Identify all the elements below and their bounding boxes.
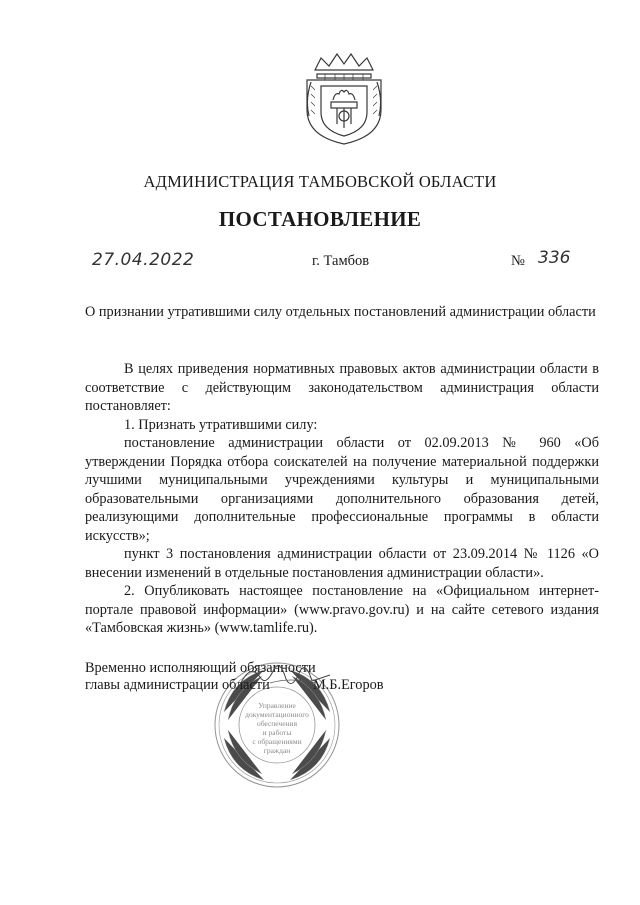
organization-name: АДМИНИСТРАЦИЯ ТАМБОВСКОЙ ОБЛАСТИ	[143, 172, 497, 191]
body-paragraph-intro: В целях приведения нормативных правовых актов администрации области в соответствие с действующим законодательством администрация области постановляет:	[85, 361, 599, 414]
city-label: г. Тамбов	[312, 253, 370, 269]
handwritten-signature	[220, 657, 360, 693]
stamp-inner-line-2: документационного	[245, 710, 309, 719]
document-type-title: ПОСТАНОВЛЕНИЕ	[218, 207, 422, 231]
stamp-inner-line-6: граждан	[263, 746, 291, 755]
body-paragraph-resolution-960: постановление администрации области от 02.09.2013 № 960 «Об утверждении Порядка отбора соискателей на получение материальной поддержки лучшими муниципальными учреждениями культуры и муниципальными образовательными организациями дополнительного образования детей, реализующими дополнительные профессиональные программы в области искусств»;	[85, 435, 599, 544]
signature-title-line-1: Временно исполняющий обязанности	[85, 660, 316, 676]
document-subject: О признании утратившими силу отдельных постановлений администрации области	[85, 304, 596, 320]
body-paragraph-item-2: 2. Опубликовать настоящее постановление на «Официальном интернет-портале правовой информации» (www.pravo.gov.ru) и на сайте сетевого издания «Тамбовская жизнь» (www.tamlife.ru).	[85, 583, 599, 636]
body-paragraph-item-1: 1. Признать утратившими силу:	[124, 416, 318, 433]
number-label: №	[511, 253, 525, 269]
body-paragraph-resolution-1126: пункт 3 постановления администрации области от 23.09.2014 № 1126 «О внесении изменений в отдельные постановления администрации области».	[85, 546, 599, 581]
stamp-inner-line-5: с обращениями	[252, 737, 302, 746]
document-body	[85, 360, 599, 638]
handwritten-number: 336	[538, 248, 571, 268]
signatory-name: М.Б.Егоров	[313, 677, 384, 693]
stamp-inner-line-3: обеспечения	[256, 719, 298, 728]
coat-of-arms-emblem	[301, 50, 387, 146]
stamp-inner-line-4: и работы	[262, 728, 292, 737]
signature-title-line-2: главы администрации области	[85, 677, 270, 693]
stamp-inner-line-1: Управление	[258, 701, 296, 710]
handwritten-date: 27.04.2022	[92, 250, 195, 270]
